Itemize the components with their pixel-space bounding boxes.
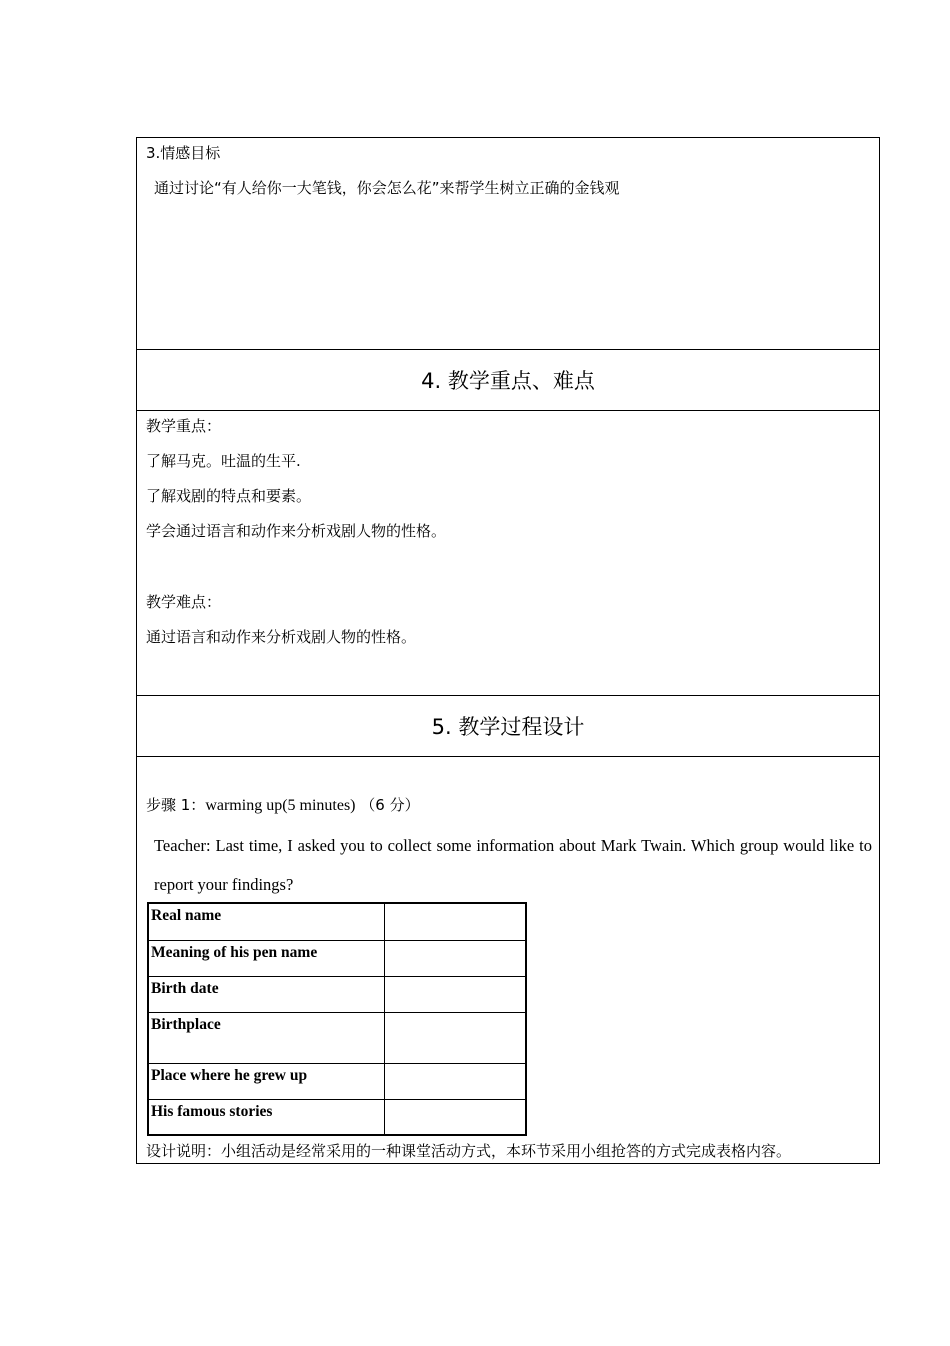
step-line — [146, 795, 420, 816]
emotional-goal-section — [137, 138, 879, 350]
row-label: Real name — [148, 903, 384, 940]
focus-item: 了解戏剧的特点和要素。 — [146, 487, 312, 505]
row-label: Place where he grew up — [148, 1063, 384, 1099]
difficulty-item: 通过语言和动作来分析戏剧人物的性格。 — [146, 628, 417, 646]
step-name: warming up(5 minutes) — [205, 797, 356, 814]
row-value — [384, 903, 526, 940]
row-label: Birthplace — [148, 1012, 384, 1063]
row-label: Birth date — [148, 976, 384, 1012]
row-value — [384, 940, 526, 976]
row-label: His famous stories — [148, 1099, 384, 1135]
table-row — [148, 1012, 526, 1063]
table-row — [148, 903, 526, 940]
row-value — [384, 1063, 526, 1099]
table-row — [148, 940, 526, 976]
step-prefix: 步骤 1： — [146, 796, 206, 814]
row-value — [384, 976, 526, 1012]
lesson-plan-table — [136, 137, 880, 1164]
emotional-goal-text: 通过讨论“有人给你一大笔钱，你会怎么花”来帮学生树立正确的金钱观 — [154, 179, 620, 197]
process-title: 5. 教学过程设计 — [431, 715, 585, 739]
row-value — [384, 1099, 526, 1135]
process-title-section — [137, 696, 879, 757]
mark-twain-info-table — [147, 902, 527, 1136]
design-note: 设计说明：小组活动是经常采用的一种课堂活动方式，本环节采用小组抢答的方式完成表格内容。 — [146, 1142, 792, 1160]
table-row — [148, 976, 526, 1012]
emotional-goal-heading: 3.情感目标 — [146, 144, 221, 162]
key-points-title-section — [137, 350, 879, 411]
table-row — [148, 1099, 526, 1135]
key-points-title: 4. 教学重点、难点 — [421, 369, 595, 393]
step-score: （6 分） — [360, 796, 420, 814]
difficulty-label: 教学难点： — [146, 593, 222, 611]
teacher-text: Teacher: Last time, I asked you to collect some information about Mark Twain. Which group would like to report your findings? — [154, 836, 872, 894]
row-label: Meaning of his pen name — [148, 940, 384, 976]
focus-label: 教学重点： — [146, 417, 222, 435]
row-value — [384, 1012, 526, 1063]
key-points-section — [137, 411, 879, 696]
focus-item: 了解马克。吐温的生平. — [146, 452, 301, 470]
focus-item: 学会通过语言和动作来分析戏剧人物的性格。 — [146, 522, 447, 540]
table-row — [148, 1063, 526, 1099]
process-section — [137, 757, 879, 1163]
